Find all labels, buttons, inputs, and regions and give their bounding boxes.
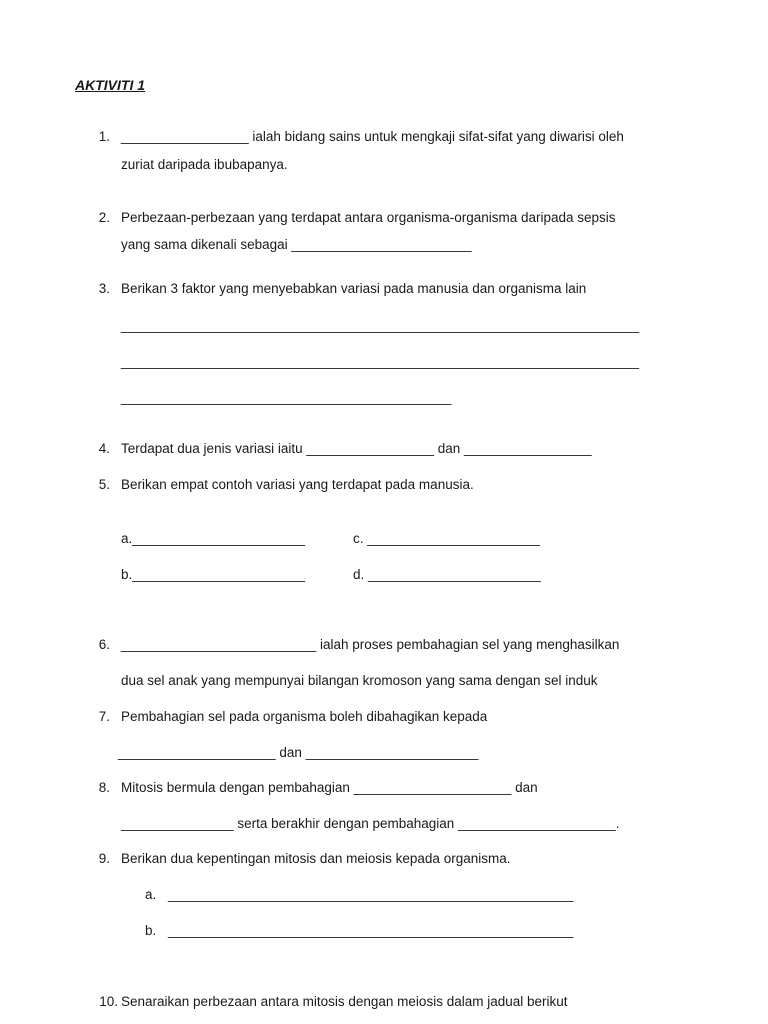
question-8-number: 8. xyxy=(98,780,110,795)
question-7-text-cont: _____________________ dan _______________________ xyxy=(118,745,479,760)
option-a-line: ______________________________________________________ xyxy=(168,887,574,902)
option-b: b._______________________ xyxy=(121,567,305,582)
question-4-number: 4. xyxy=(98,441,110,456)
question-7-number: 7. xyxy=(98,709,110,724)
question-5-text: Berikan empat contoh variasi yang terdapat pada manusia. xyxy=(121,477,474,492)
option-a-label: a. xyxy=(145,887,157,902)
option-b-label: b. xyxy=(145,923,157,938)
question-5-number: 5. xyxy=(98,477,110,492)
question-6-text: __________________________ ialah proses pembahagian sel yang menghasilkan xyxy=(121,637,620,652)
question-1-text: _________________ ialah bidang sains untuk mengkaji sifat-sifat yang diwarisi oleh xyxy=(121,129,624,144)
answer-line: _____________________________________________________________________ xyxy=(121,354,640,369)
option-b-line: ______________________________________________________ xyxy=(168,923,574,938)
option-c: c. _______________________ xyxy=(353,531,540,546)
question-7-text: Pembahagian sel pada organisma boleh dibahagikan kepada xyxy=(121,709,488,724)
page-title: AKTIVITI 1 xyxy=(75,77,146,93)
question-3-number: 3. xyxy=(98,281,110,296)
question-9-number: 9. xyxy=(98,851,110,866)
question-4-text: Terdapat dua jenis variasi iaitu _________________ dan _________________ xyxy=(121,441,592,456)
question-6-number: 6. xyxy=(98,637,110,652)
question-10-text: Senaraikan perbezaan antara mitosis dengan meiosis dalam jadual berikut xyxy=(121,994,568,1009)
question-2-text-cont: yang sama dikenali sebagai ________________________ xyxy=(121,237,472,252)
question-2-text: Perbezaan-perbezaan yang terdapat antara organisma-organisma daripada sepsis xyxy=(121,210,616,225)
question-3-text: Berikan 3 faktor yang menyebabkan variasi pada manusia dan organisma lain xyxy=(121,281,587,296)
option-d: d. _______________________ xyxy=(353,567,541,582)
option-a: a._______________________ xyxy=(121,531,305,546)
question-10-number: 10. xyxy=(99,994,118,1009)
answer-line: _____________________________________________________________________ xyxy=(121,318,640,333)
question-8-text: Mitosis bermula dengan pembahagian _____________________ dan xyxy=(121,780,538,795)
question-1-text-cont: zuriat daripada ibubapanya. xyxy=(121,157,288,172)
question-8-text-cont: _______________ serta berakhir dengan pembahagian _____________________. xyxy=(121,816,620,831)
question-2-number: 2. xyxy=(98,210,110,225)
answer-line: ____________________________________________ xyxy=(121,390,452,405)
question-6-text-cont: dua sel anak yang mempunyai bilangan kromoson yang sama dengan sel induk xyxy=(121,673,598,688)
question-9-text: Berikan dua kepentingan mitosis dan meiosis kepada organisma. xyxy=(121,851,511,866)
question-1-number: 1. xyxy=(98,129,110,144)
